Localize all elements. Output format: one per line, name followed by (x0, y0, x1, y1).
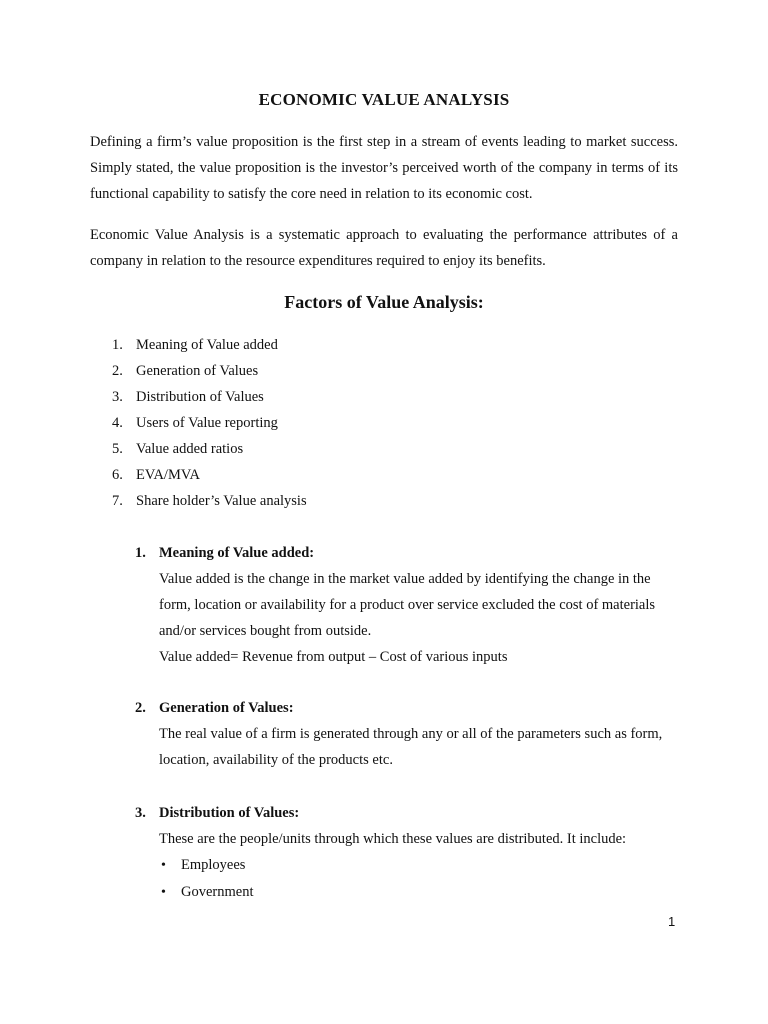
list-text: EVA/MVA (136, 467, 200, 483)
list-number: 6. (112, 467, 123, 483)
section-heading (135, 540, 680, 566)
list-item (112, 410, 307, 436)
list-number: 3. (112, 389, 123, 405)
list-item (159, 879, 680, 906)
list-text: Value added ratios (136, 441, 244, 457)
list-item (112, 332, 307, 358)
bullet-text: Employees (181, 857, 246, 873)
document-title: ECONOMIC VALUE ANALYSIS (258, 90, 510, 109)
bullet-icon: • (161, 885, 166, 900)
list-number: 7. (112, 493, 123, 509)
section-heading (135, 695, 680, 721)
section-title: Distribution of Values: (159, 805, 300, 821)
list-item (159, 852, 680, 879)
intro-paragraph: Defining a firm’s value proposition is the first step in a stream of events leading to market success. Simply stated, the value proposition is the investor’s perceived worth of the company in terms of its functional capability to satisfy the core need in relation to its economic cost. (90, 134, 678, 202)
value-added-formula: Value added= Revenue from output – Cost of various inputs (159, 649, 508, 665)
section-body: Value added is the change in the market value added by identifying the change in the form, location or availability for a product over service excluded the cost of materials and/or services bought from outside. (159, 571, 656, 639)
definition-paragraph: Economic Value Analysis is a systematic approach to evaluating the performance attributes of a company in relation to the resource expenditures required to enjoy its benefits. (90, 227, 678, 269)
section-title: Generation of Values: (159, 700, 294, 716)
list-text: Distribution of Values (136, 389, 264, 405)
bullet-text: Government (181, 884, 254, 900)
list-number: 4. (112, 415, 123, 431)
section-number: 3. (135, 805, 146, 821)
list-item (112, 462, 307, 488)
list-item (112, 384, 307, 410)
section-title: Meaning of Value added: (159, 545, 315, 561)
section-heading (135, 800, 680, 826)
list-number: 5. (112, 441, 123, 457)
factors-list (112, 332, 307, 514)
bullet-list (135, 852, 680, 906)
list-number: 2. (112, 363, 123, 379)
section-distribution-of-values (135, 800, 680, 906)
list-text: Share holder’s Value analysis (136, 493, 307, 509)
list-number: 1. (112, 337, 123, 353)
list-text: Users of Value reporting (136, 415, 278, 431)
list-text: Meaning of Value added (136, 337, 278, 353)
list-item (112, 436, 307, 462)
list-text: Generation of Values (136, 363, 259, 379)
section-number: 2. (135, 700, 146, 716)
bullet-icon: • (161, 858, 166, 873)
section-value-added (135, 540, 680, 670)
factors-heading: Factors of Value Analysis: (284, 292, 484, 312)
page-number: 1 (668, 914, 676, 929)
section-body: These are the people/units through which these values are distributed. It include: (159, 831, 627, 847)
list-item (112, 358, 307, 384)
section-generation-of-values (135, 695, 680, 773)
section-body: The real value of a firm is generated through any or all of the parameters such as form, location, availability of the products etc. (159, 726, 663, 768)
list-item (112, 488, 307, 514)
section-number: 1. (135, 545, 146, 561)
